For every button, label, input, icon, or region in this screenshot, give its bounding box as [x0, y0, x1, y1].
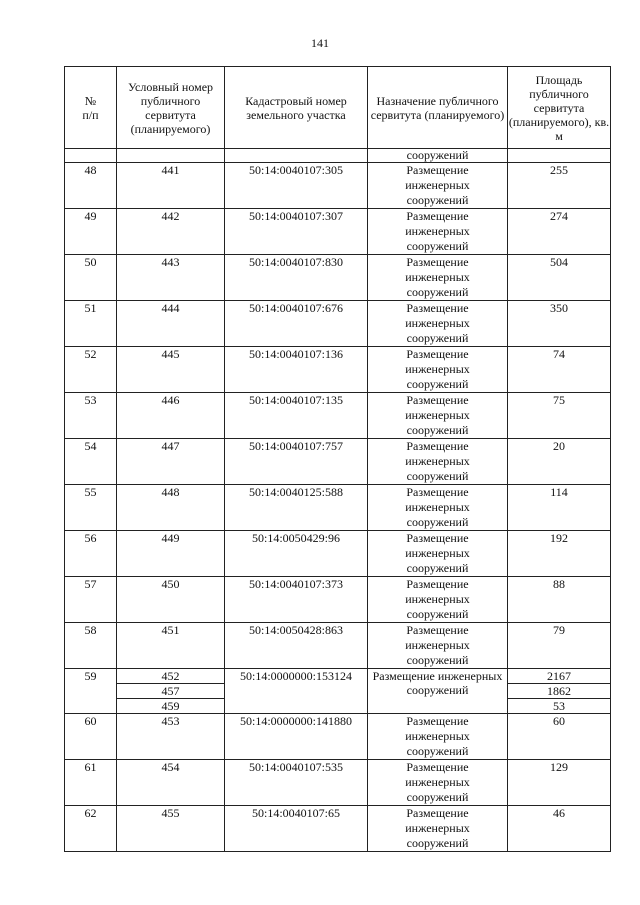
cell-code: 446 — [117, 393, 225, 439]
page-number: 141 — [311, 36, 329, 50]
table-row — [65, 347, 611, 393]
cell-cadastral: 50:14:0040107:135 — [225, 393, 368, 439]
cell-num: 52 — [65, 347, 117, 393]
header-area: Площадь публичного сервитута (планируемого), кв. м — [508, 67, 611, 149]
cell-cadastral: 50:14:0040107:136 — [225, 347, 368, 393]
table-row — [65, 577, 611, 623]
cell-area: 53 — [508, 699, 611, 714]
cell-code: 444 — [117, 301, 225, 347]
cell-num: 56 — [65, 531, 117, 577]
cell-code: 448 — [117, 485, 225, 531]
cell-num: 62 — [65, 806, 117, 852]
header-code: Условный номер публичного сервитута (планируемого) — [117, 67, 225, 149]
cell-purpose: Размещение инженерных сооружений — [368, 301, 508, 347]
cell-cadastral: 50:14:0040107:65 — [225, 806, 368, 852]
table-row — [65, 255, 611, 301]
cell-cadastral: 50:14:0040107:676 — [225, 301, 368, 347]
cell-area: 20 — [508, 439, 611, 485]
cell-cadastral: 50:14:0040107:373 — [225, 577, 368, 623]
table-row — [65, 163, 611, 209]
cell-num: 57 — [65, 577, 117, 623]
table-row — [65, 485, 611, 531]
header-purpose: Назначение публичного сервитута (планируемого) — [368, 67, 508, 149]
cell-purpose: Размещение инженерных сооружений — [368, 714, 508, 760]
cell-purpose: Размещение инженерных сооружений — [368, 577, 508, 623]
table-row — [65, 623, 611, 669]
cell-cadastral: 50:14:0040107:757 — [225, 439, 368, 485]
servitude-table — [64, 66, 611, 852]
cell-code: 441 — [117, 163, 225, 209]
cell-code: 452 — [117, 669, 225, 684]
table-row — [65, 806, 611, 852]
cell-area: 75 — [508, 393, 611, 439]
cell-cadastral: 50:14:0040107:830 — [225, 255, 368, 301]
cell-code: 459 — [117, 699, 225, 714]
cell-code: 453 — [117, 714, 225, 760]
cell-area: 88 — [508, 577, 611, 623]
cell-purpose: Размещение инженерных сооружений — [368, 760, 508, 806]
cell-num: 49 — [65, 209, 117, 255]
continuation-text: сооружений — [368, 149, 508, 163]
cell-area: 504 — [508, 255, 611, 301]
cell-num: 53 — [65, 393, 117, 439]
table-subrow — [65, 669, 611, 684]
header-cadastral: Кадастровый номер земельного участка — [225, 67, 368, 149]
cell-purpose: Размещение инженерных сооружений — [368, 255, 508, 301]
cell-code: 449 — [117, 531, 225, 577]
cell-purpose: Размещение инженерных сооружений — [368, 393, 508, 439]
cell-num: 48 — [65, 163, 117, 209]
cell-area: 1862 — [508, 684, 611, 699]
cell-cadastral: 50:14:0000000:141880 — [225, 714, 368, 760]
continuation-row — [65, 149, 611, 163]
cell-code: 450 — [117, 577, 225, 623]
cell-code: 447 — [117, 439, 225, 485]
header-num: № п/п — [65, 67, 117, 149]
cell-cadastral: 50:14:0040107:305 — [225, 163, 368, 209]
cell-code: 454 — [117, 760, 225, 806]
cell-area: 192 — [508, 531, 611, 577]
cell-num: 55 — [65, 485, 117, 531]
cell-cadastral: 50:14:0040107:535 — [225, 760, 368, 806]
cell-code: 442 — [117, 209, 225, 255]
cell-num: 50 — [65, 255, 117, 301]
cell-purpose: Размещение инженерных сооружений — [368, 163, 508, 209]
cell-code: 443 — [117, 255, 225, 301]
cell-cadastral: 50:14:0050429:96 — [225, 531, 368, 577]
cell-cadastral: 50:14:0050428:863 — [225, 623, 368, 669]
cell-area: 79 — [508, 623, 611, 669]
cell-area: 255 — [508, 163, 611, 209]
table-row — [65, 760, 611, 806]
cell-area: 60 — [508, 714, 611, 760]
cell-num: 59 — [65, 669, 117, 714]
cell-area: 46 — [508, 806, 611, 852]
cell-code: 445 — [117, 347, 225, 393]
table-header-row — [65, 67, 611, 149]
cell-purpose: Размещение инженерных сооружений — [368, 806, 508, 852]
cell-num: 51 — [65, 301, 117, 347]
cell-purpose: Размещение инженерных сооружений — [368, 623, 508, 669]
cell-area: 2167 — [508, 669, 611, 684]
cell-area: 114 — [508, 485, 611, 531]
cell-purpose: Размещение инженерных сооружений — [368, 531, 508, 577]
cell-num: 60 — [65, 714, 117, 760]
table-row — [65, 531, 611, 577]
cell-area: 274 — [508, 209, 611, 255]
table-row — [65, 714, 611, 760]
cell-num: 58 — [65, 623, 117, 669]
cell-purpose: Размещение инженерных сооружений — [368, 209, 508, 255]
cell-num: 61 — [65, 760, 117, 806]
cell-area: 74 — [508, 347, 611, 393]
cell-purpose: Размещение инженерных сооружений — [368, 347, 508, 393]
table-row — [65, 209, 611, 255]
cell-cadastral: 50:14:0040107:307 — [225, 209, 368, 255]
cell-num: 54 — [65, 439, 117, 485]
cell-code: 451 — [117, 623, 225, 669]
cell-code: 457 — [117, 684, 225, 699]
cell-purpose: Размещение инженерных сооружений — [368, 439, 508, 485]
cell-purpose: Размещение инженерных сооружений — [368, 485, 508, 531]
cell-cadastral: 50:14:0040125:588 — [225, 485, 368, 531]
cell-cadastral: 50:14:0000000:153124 — [225, 669, 368, 714]
cell-area: 350 — [508, 301, 611, 347]
cell-purpose: Размещение инженерных сооружений — [368, 669, 508, 714]
cell-code: 455 — [117, 806, 225, 852]
table-row — [65, 439, 611, 485]
table-row — [65, 301, 611, 347]
table-row — [65, 393, 611, 439]
cell-area: 129 — [508, 760, 611, 806]
